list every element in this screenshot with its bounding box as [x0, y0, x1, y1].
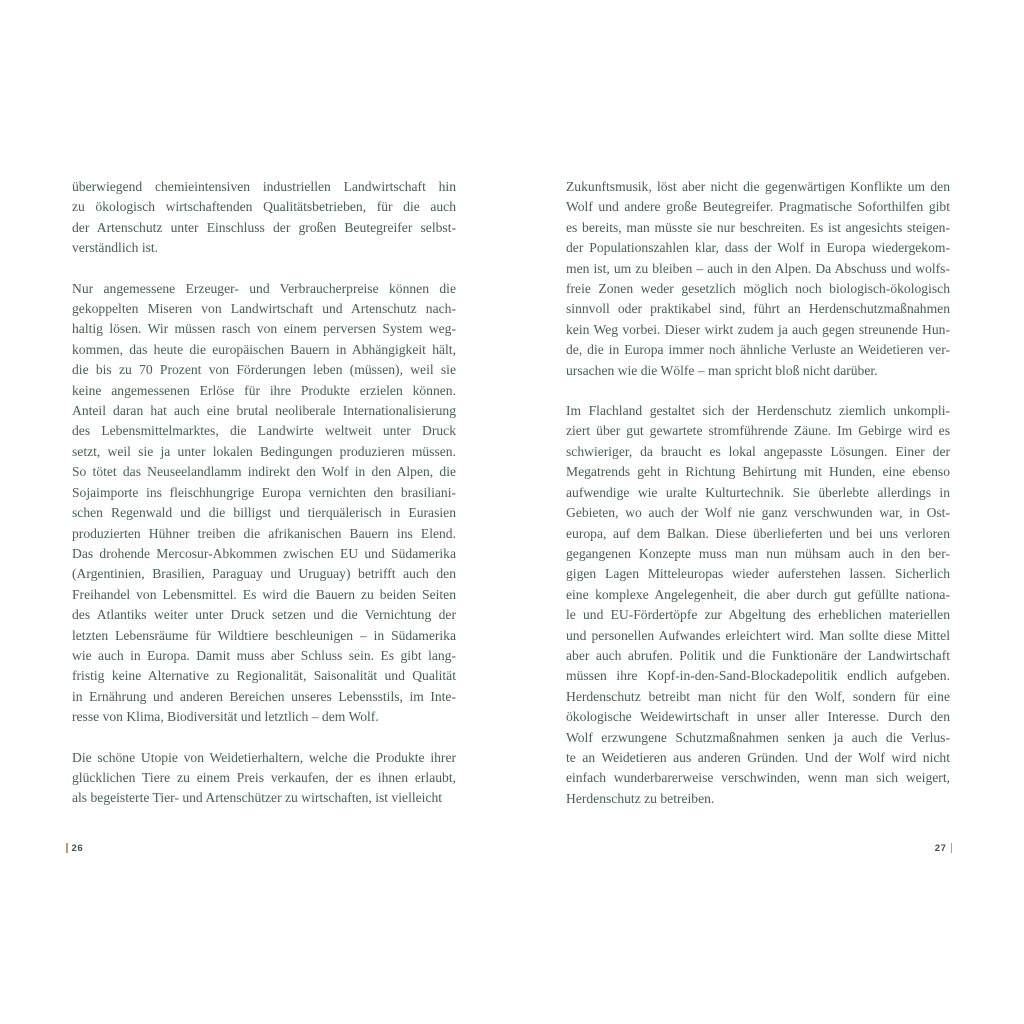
text-line: gekoppelten Miseren von Landwirtschaft und Artenschutz nach- — [72, 301, 456, 317]
text-line: (Argentinien, Brasilien, Paraguay und Uruguay) betrifft auch den — [72, 566, 456, 582]
left-page-number: 26 — [71, 842, 84, 854]
text-line: setzt, weil sie ja unter lokalen Bedingungen produzieren müssen. — [72, 443, 456, 459]
text-line: glücklichen Tiere zu einem Preis verkaufen, der es ihnen erlaubt, — [72, 769, 456, 785]
text-line: ziert über gut gewartete stromführende Zäune. Im Gebirge wird es — [566, 423, 950, 439]
text-line: zu ökologisch wirtschaftenden Qualitätsbetrieben, für die auch — [72, 199, 456, 215]
text-line: Wolf erzwungene Schutzmaßnahmen senken ja auch die Verlus- — [566, 729, 950, 745]
text-line: Im Flachland gestaltet sich der Herdenschutz ziemlich unkompli- — [566, 403, 950, 419]
text-line: in Ernährung und anderen Bereichen unseres Lebensstils, im Inte- — [72, 688, 456, 704]
text-line: der Artenschutz unter Einschluss der großen Beutegreifer selbst- — [72, 219, 456, 235]
text-line: aber auch abrufen. Politik und die Funktionäre der Landwirtschaft — [566, 647, 950, 663]
text-line: gegangenen Konzepte muss man nun mühsam auch in den ber- — [566, 545, 950, 561]
text-line: müssen ihre Kopf-in-den-Sand-Blockadepolitik endlich aufgeben. — [566, 668, 950, 684]
text-line: und personellen Aufwandes erleichtert wird. Man sollte diese Mittel — [566, 627, 950, 643]
right-page-number: 27 — [934, 842, 947, 854]
text-line: So tötet das Neuseelandlamm indirekt den Wolf in den Alpen, die — [72, 464, 456, 480]
text-line: die bis zu 70 Prozent von Förderungen leben (müssen), weil sie — [72, 362, 456, 378]
text-line: Herdenschutz betreibt man nicht für den Wolf, sondern für eine — [566, 688, 950, 704]
text-line: Wolf und andere große Beutegreifer. Pragmatische Soforthilfen gibt — [566, 199, 950, 215]
text-line: Gebieten, wo auch der Wolf nie ganz verschwunden war, in Ost- — [566, 505, 950, 521]
text-line: Zukunftsmusik, löst aber nicht die gegenwärtigen Konflikte um den — [566, 179, 950, 194]
text-line: freie Zonen weder gesetzlich möglich noch biologisch-ökologisch — [566, 281, 950, 297]
text-line: kein Weg vorbei. Dieser wirkt zudem ja auch gegen streunende Hun- — [566, 321, 950, 337]
text-line: des Atlantiks weiter unter Druck setzen und die Vernichtung der — [72, 607, 456, 623]
text-line: Herdenschutz zu betreiben. — [566, 790, 715, 806]
text-line: letzten Lebensräume für Wildtiere beschleunigen – in Südamerika — [72, 627, 456, 643]
text-line: überwiegend chemieintensiven industriellen Landwirtschaft hin — [72, 179, 456, 194]
page-marker-bar-icon — [951, 843, 953, 853]
text-line: produzierten Hühner treiben die afrikanischen Bauern ins Elend. — [72, 525, 456, 541]
text-line: keine angemessenen Erlöse für ihre Produkte erzielen können. — [72, 382, 456, 398]
right-page-footer — [935, 842, 952, 854]
text-line: schen Regenwald und die billigst und tierquälerisch in Eurasien — [72, 505, 456, 521]
text-line: te an Weidetieren aus anderen Gründen. Und der Wolf wird nicht — [566, 749, 950, 765]
paragraph — [72, 177, 456, 259]
text-line: Anteil daran hat auch eine brutal neoliberale Internationalisierung — [72, 403, 456, 419]
text-line: ursachen wie die Wölfe – man spricht bloß nicht darüber. — [566, 362, 878, 378]
paragraph — [72, 748, 456, 809]
paragraph — [72, 279, 456, 728]
text-line: des Lebensmittelmarktes, die Landwirte weltweit unter Druck — [72, 423, 456, 439]
left-page-text-column — [72, 177, 456, 809]
text-line: sinnvoll oder praktikabel sind, führt an Herdenschutzmaßnahmen — [566, 301, 950, 317]
text-line: verständlich ist. — [72, 240, 159, 256]
text-line: Megatrends geht in Richtung Behirtung mit Hunden, eine ebenso — [566, 464, 950, 480]
left-page-footer — [66, 842, 83, 854]
text-line: resse von Klima, Biodiversität und letztlich – dem Wolf. — [72, 709, 379, 725]
text-line: der Populationszahlen klar, dass der Wolf in Europa wiedergekom- — [566, 240, 950, 256]
text-line: kommen, das heute die europäischen Bauern in Abhängigkeit hält, — [72, 341, 456, 357]
text-line: eine komplexe Angelegenheit, die aber durch gut gefüllte nationa- — [566, 586, 950, 602]
text-line: Die schöne Utopie von Weidetierhaltern, welche die Produkte ihrer — [72, 749, 456, 765]
paragraph — [566, 401, 950, 809]
text-line: haltig lösen. Wir müssen rasch von einem perversen System weg- — [72, 321, 456, 337]
text-line: ökologische Weidewirtschaft in unser aller Interesse. Durch den — [566, 709, 950, 725]
text-line: fristig keine Alternative zu Regionalität, Saisonalität und Qualität — [72, 668, 456, 684]
text-line: gigen Lagen Mitteleuropas wieder auferstehen lassen. Sicherlich — [566, 566, 950, 582]
page-marker-bar-icon — [66, 843, 68, 853]
text-line: Sojaimporte ins fleischhungrige Europa vernichten den brasiliani- — [72, 484, 456, 500]
text-line: es bereits, man müsste sie nur beschreiten. Es ist angesichts steigen- — [566, 219, 950, 235]
text-line: men ist, um zu bleiben – auch in den Alpen. Da Abschuss und wolfs- — [566, 260, 950, 276]
text-line: wie auch in Europa. Damit muss aber Schluss sein. Es gibt lang- — [72, 647, 456, 663]
text-line: schwieriger, da braucht es lokal angepasste Lösungen. Einer der — [566, 443, 950, 459]
text-line: als begeisterte Tier- und Artenschützer zu wirtschaften, ist vielleicht — [72, 790, 443, 806]
text-line: einfach wunderbarerweise verschwinden, wenn man sich weigert, — [566, 770, 950, 786]
text-line: aufwendige wie uralte Kulturtechnik. Sie überlebte allerdings in — [566, 484, 950, 500]
text-line: europa, auf dem Balkan. Diese überlieferten und bei uns verloren — [566, 525, 950, 541]
paragraph — [566, 177, 950, 381]
right-page-text-column — [566, 177, 950, 809]
text-line: le und EU-Fördertöpfe zur Abgeltung des erheblichen materiellen — [566, 607, 950, 623]
text-line: de, die in Europa immer noch ähnliche Verluste an Weidetieren ver- — [566, 342, 950, 358]
text-line: Das drohende Mercosur-Abkommen zwischen EU und Südamerika — [72, 545, 456, 561]
text-line: Freihandel von Lebensmittel. Es wird die Bauern zu beiden Seiten — [72, 586, 456, 602]
text-line: Nur angemessene Erzeuger- und Verbraucherpreise können die — [72, 280, 456, 296]
